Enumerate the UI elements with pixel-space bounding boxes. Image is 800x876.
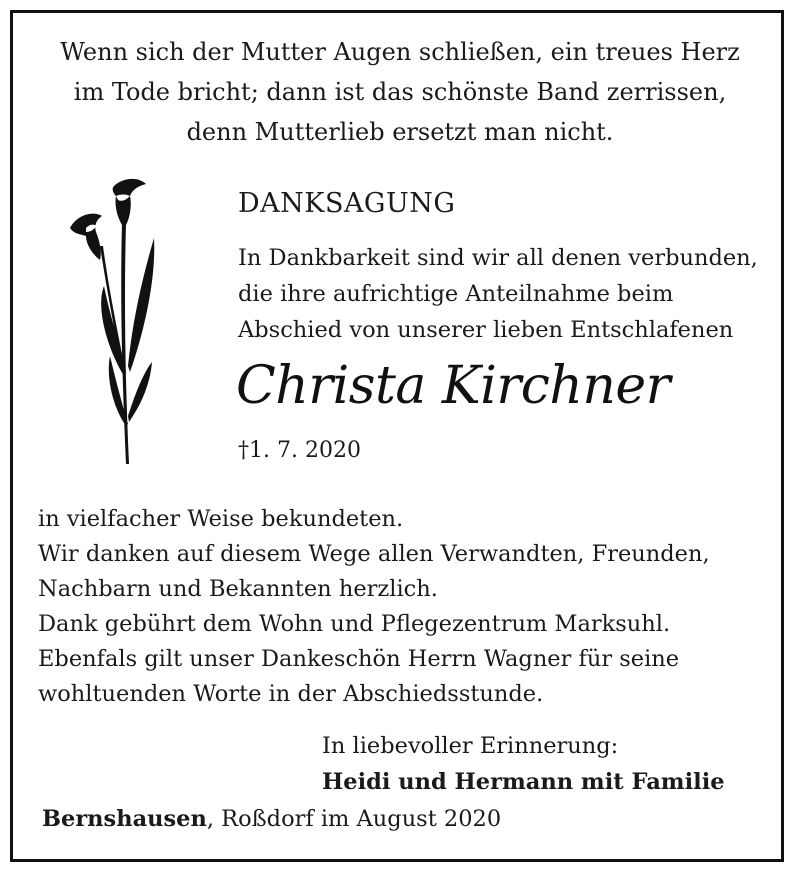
calla-lily-icon	[66, 176, 162, 468]
body-line: Wir danken auf diesem Wege allen Verwandten, Freunden,	[38, 541, 710, 567]
deceased-name: Christa Kirchner	[236, 356, 670, 416]
memorial-poem	[30, 32, 770, 152]
body-line: Nachbarn und Bekannten herzlich.	[38, 576, 438, 602]
body-text	[38, 502, 710, 712]
place-date-rest: , Roßdorf im August 2020	[206, 806, 502, 832]
closing-signature	[322, 728, 725, 800]
death-date: 1. 7. 2020	[249, 438, 361, 463]
poem-line: im Tode bricht; dann ist das schönste Band zerrissen,	[73, 78, 727, 106]
cross-icon: †	[238, 438, 249, 463]
poem-line: Wenn sich der Mutter Augen schließen, ein treues Herz	[60, 38, 740, 66]
remembrance-line: In liebevoller Erinnerung:	[322, 733, 619, 759]
body-line: Dank gebührt dem Wohn und Pflegezentrum Marksuhl.	[38, 611, 671, 637]
intro-line: In Dankbarkeit sind wir all denen verbunden,	[238, 245, 758, 271]
place-and-date	[42, 806, 501, 832]
intro-line: die ihre aufrichtige Anteilnahme beim	[238, 281, 674, 307]
body-line: in vielfacher Weise bekundeten.	[38, 506, 404, 532]
intro-line: Abschied von unserer lieben Entschlafenen	[238, 317, 734, 343]
death-date-line	[238, 438, 361, 463]
family-names: Heidi und Hermann mit Familie	[322, 769, 725, 795]
intro-text	[238, 240, 758, 348]
notice-heading: DANKSAGUNG	[238, 188, 456, 219]
body-line: Ebenfals gilt unser Dankeschön Herrn Wagner für seine	[38, 646, 680, 672]
town-name: Bernshausen	[42, 806, 207, 832]
body-line: wohltuenden Worte in der Abschiedsstunde.	[38, 681, 544, 707]
poem-line: denn Mutterlieb ersetzt man nicht.	[186, 118, 614, 146]
